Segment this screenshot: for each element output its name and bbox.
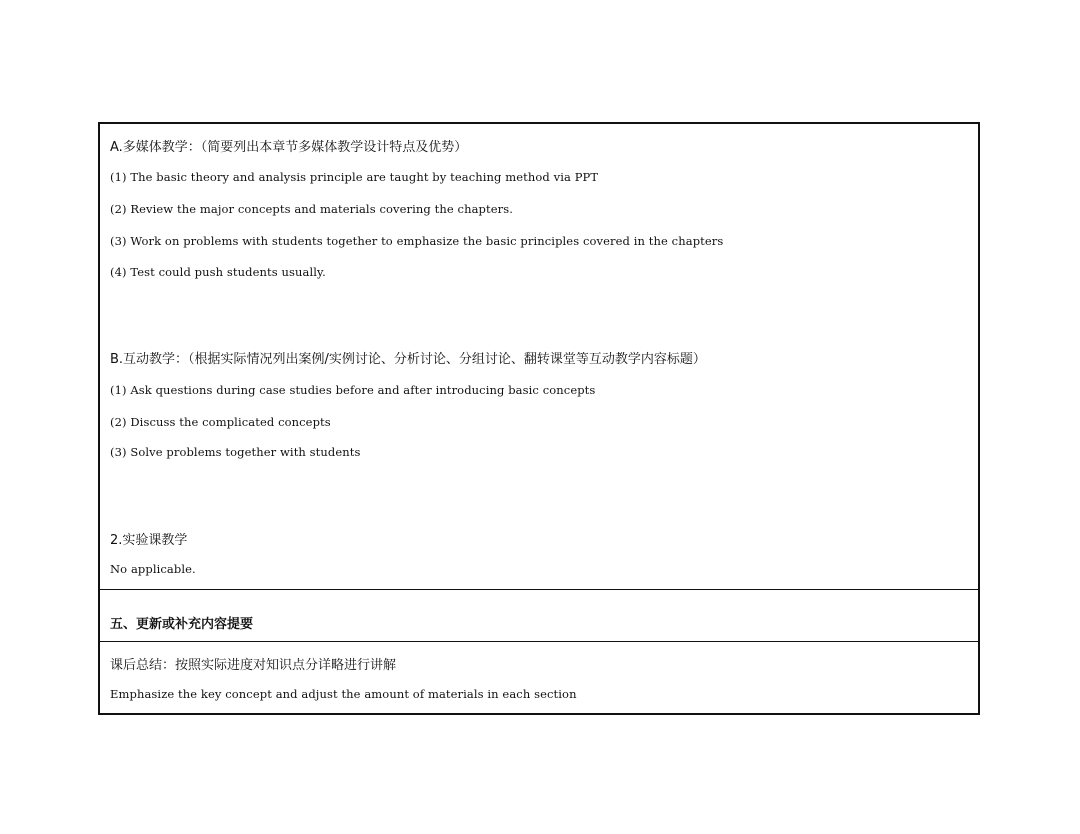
update-summary-header-cell	[100, 589, 978, 641]
post-class-summary-heading: 课后总结：按照实际进度对知识点分详略进行讲解	[110, 658, 397, 673]
multimedia-item-2: (2) Review the major concepts and materials covering the chapters.	[110, 202, 513, 216]
multimedia-item-1: (1) The basic theory and analysis principle are taught by teaching method via PPT	[110, 170, 599, 184]
interactive-item-3: (3) Solve problems together with students	[110, 445, 361, 459]
multimedia-item-4: (4) Test could push students usually.	[110, 265, 326, 279]
lesson-plan-table	[98, 122, 980, 715]
multimedia-teaching-heading: A.多媒体教学：（简要列出本章节多媒体教学设计特点及优势）	[110, 140, 468, 155]
update-content-heading: 五、更新或补充内容提要	[110, 617, 254, 632]
interactive-item-2: (2) Discuss the complicated concepts	[110, 415, 331, 429]
teaching-methods-cell	[100, 124, 978, 589]
post-class-summary-text: Emphasize the key concept and adjust the amount of materials in each section	[110, 687, 577, 701]
multimedia-item-3: (3) Work on problems with students together to emphasize the basic principles covered in the chapters	[110, 234, 724, 248]
post-class-summary-cell	[100, 641, 978, 713]
lab-teaching-text: No applicable.	[110, 562, 196, 576]
lab-teaching-heading: 2.实验课教学	[110, 533, 188, 548]
interactive-teaching-heading: B.互动教学：（根据实际情况列出案例/实例讨论、分析讨论、分组讨论、翻转课堂等互动教学内容标题）	[110, 352, 706, 367]
interactive-item-1: (1) Ask questions during case studies before and after introducing basic concepts	[110, 383, 596, 397]
